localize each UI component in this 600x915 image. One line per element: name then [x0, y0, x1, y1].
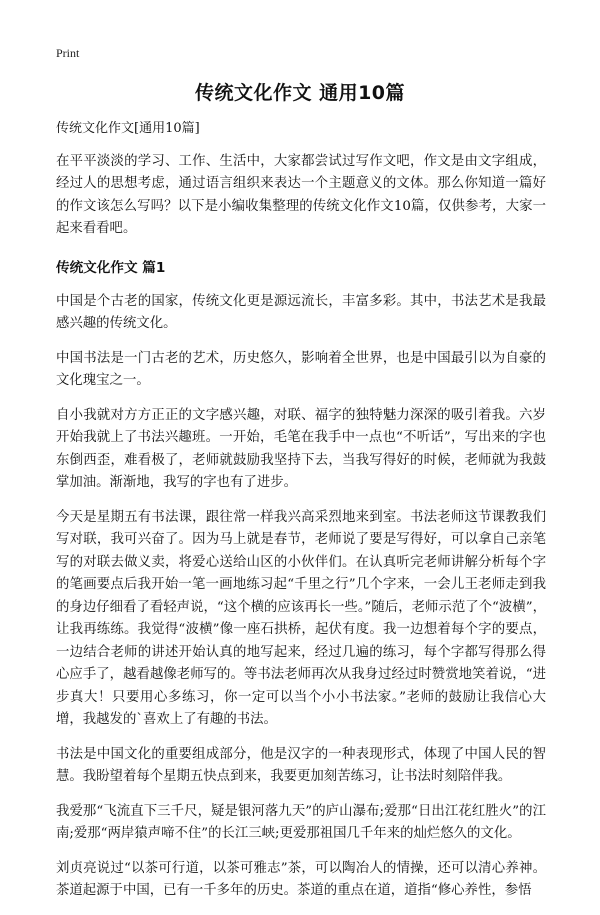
print-link[interactable]: Print — [56, 46, 80, 60]
paragraph: 刘贞亮说过“以茶可行道，以茶可雅志”茶，可以陶冶人的情操，还可以清心养神。茶道起源于中国，已有一千多年的历史。茶道的重点在道，道指“修心养性，参悟 — [56, 860, 546, 898]
paragraph: 今天是星期五有书法课，跟往常一样我兴高采烈地来到室。书法老师这节课教我们写对联，我可兴奋了。因为马上就是春节，老师说了要是写得好，可以拿自己亲笔写的对联去做义卖，将爱心送给山区的小伙伴们。在认真听完老师讲解分析每个字的笔画要点后我开始一笔一画地练习起“千里之行”几个字来，一会儿王老师走到我的身边仔细看了看轻声说，“这个横的应该再长一些。”随后，老师示范了个“波横”，让我再练练。我觉得“波横”像一座石拱桥，起伏有度。我一边想着每个字的要点，一边结合老师的讲述开始认真的地写起来，经过几遍的练习，每个字都写得那么得心应手了，越看越像老师写的。等书法老师再次从我身过经过时赞赏地笑着说，“进步真大！只要用心多练习，你一定可以当个小小书法家。”老师的鼓励让我信心大增，我越发的`喜欢上了有趣的书法。 — [56, 509, 546, 727]
page-title: 传统文化作文 通用10篇 — [194, 82, 406, 104]
intro-paragraph: 在平平淡淡的学习、工作、生活中，大家都尝试过写作文吧，作文是由文字组成，经过人的思想考虑，通过语言组织来表达一个主题意义的文体。那么你知道一篇好的作文该怎么写吗？以下是小编收集整理的传统文化作文10篇，仅供参考，大家一起来看看吧。 — [56, 153, 546, 236]
paragraph: 书法是中国文化的重要组成部分，他是汉字的一种表现形式，体现了中国人民的智慧。我盼望着每个星期五快点到来，我要更加刻苦练习，让书法时刻陪伴我。 — [56, 746, 546, 784]
paragraph: 自小我就对方方正正的文字感兴趣，对联、福字的独特魅力深深的吸引着我。六岁开始我就上了书法兴趣班。一开始，毛笔在我手中一点也“不听话”，写出来的字也东倒西歪，难看极了，老师就鼓励我坚持下去，当我写得好的时候，老师就为我鼓掌加油。渐渐地，我写的字也有了进步。 — [56, 407, 546, 490]
paragraph: 中国是个古老的国家，传统文化更是源远流长，丰富多彩。其中，书法艺术是我最感兴趣的传统文化。 — [56, 293, 546, 331]
section-heading: 传统文化作文 篇1 — [56, 259, 166, 276]
article-subtitle: 传统文化作文[通用10篇] — [56, 121, 200, 136]
article-body — [56, 118, 546, 915]
paragraph: 中国书法是一门古老的艺术，历史悠久，影响着全世界，也是中国最引以为自豪的文化瑰宝之一。 — [56, 350, 546, 388]
paragraph: 我爱那“飞流直下三千尺，疑是银河落九天”的庐山瀑布;爱那“日出江花红胜火”的江南;爱那“两岸猿声啼不住”的长江三峡;更爱那祖国几千年来的灿烂悠久的文化。 — [56, 803, 546, 841]
